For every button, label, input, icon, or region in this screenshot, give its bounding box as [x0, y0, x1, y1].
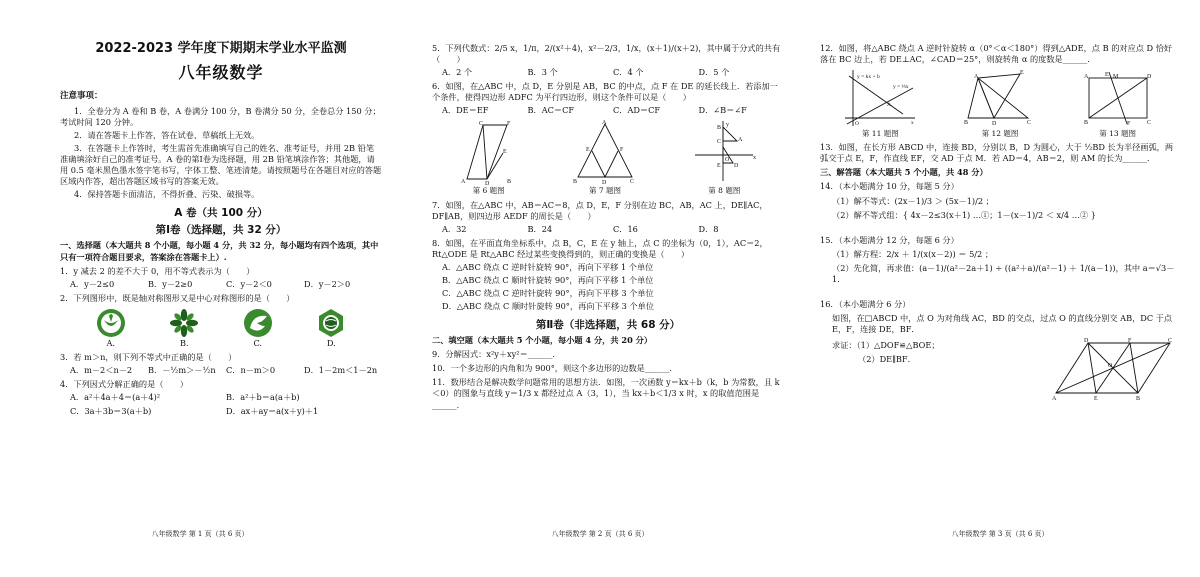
svg-text:x: x [911, 120, 915, 127]
figure-11 [843, 68, 917, 139]
svg-text:O: O [855, 121, 860, 128]
option: D. [326, 337, 336, 348]
question-14-part-1: （1）解不等式：(2x－1)/3 ＞ (5x－1)/2 ； [832, 195, 994, 206]
question-14: 14．（本小题满分 10 分，每题 5 分） [820, 181, 959, 192]
question-7: 7．如图，在△ABC 中，AB＝AC＝8，点 D，E，F 分别在边 BC，AB，AC 上，DE∥AC，DF∥AB，则四边形 AEDF 的周长是（ ） [432, 199, 768, 221]
option: B．24 [527, 223, 553, 234]
page-1 [0, 0, 400, 577]
question-8: 8．如图，在平面直角坐标系中，点 B，C，E 在 y 轴上，点 C 的坐标为（0，1），AC＝2，Rt△ODE 是 Rt△ABC 经过某些变换得到的，则正确的变换是（ ） [432, 237, 768, 259]
question-3-options [60, 365, 382, 376]
svg-text:A: A [1083, 74, 1088, 81]
question-11: 11．数形结合是解决数学问题常用的思想方法．如图，一次函数 y＝kx＋b（k，b 为常数，且 k＜0）的图象与直线 y＝1/3 x 都经过点 A（3，1），当 kx＋b＜1/3 x 时，x 的取值范围是______． [432, 377, 780, 410]
hexagon-globe-logo-icon [316, 308, 346, 338]
exam-title: 2022-2023 学年度下期期末学业水平监测 [95, 41, 347, 56]
svg-text:D: D [484, 181, 489, 186]
question-16-prove-1: 求证：（1）△DOF≌△BOE； [832, 340, 940, 351]
svg-text:A: A [887, 102, 892, 109]
option: A．a²＋4a＋4＝(a＋4)² [70, 392, 161, 403]
svg-text:E: E [717, 163, 721, 170]
triangle-figure [572, 119, 638, 185]
svg-text:y: y [726, 122, 730, 129]
question-12: 12．如图，将△ABC 绕点 A 逆时针旋转 α（0°＜α＜180°）得到△ADE，点 B 的对应点 D 恰好落在 BC 边上，若 DE⊥AC，∠CAD＝25°，则旋转角 α 的度数是______． [820, 43, 1173, 65]
option: D．△ABC 绕点 C 顺时针旋转 90°，再向下平移 3 个单位 [442, 301, 654, 311]
rotation-figure [964, 68, 1036, 128]
figures-11-13 [820, 68, 1176, 139]
page-footer: 八年级数学 第 3 页（共 6 页） [951, 529, 1049, 538]
question-6-options [432, 105, 784, 116]
question-16-text: 如图，在□ABCD 中，点 O 为对角线 AC，BD 的交点，过点 O 的直线分别交 AB，DC 于点 E，F，连接 DE，BF． [832, 312, 1173, 334]
question-14-part-2: （2）解不等式组：{ 4x－2≤3(x＋1) …①；1－(x－1)/2 ＜ x/4 …② } [832, 209, 1096, 220]
question-15-part-1: （1）解方程：2/x ＋ 1/(x(x－2)) ＝ 5/2 ； [832, 248, 994, 259]
question-10: 10．一个多边形的内角和为 900°，则这个多边形的边数是______． [432, 363, 678, 374]
rectangle-figure [1083, 68, 1153, 128]
coordinate-figure [691, 119, 757, 185]
svg-text:B: B [717, 125, 722, 132]
svg-text:D: D [991, 121, 997, 128]
option: A．△ABC 绕点 C 逆时针旋转 90°，再向下平移 1 个单位 [442, 261, 654, 272]
four-leaf-logo-icon [169, 308, 199, 338]
question-4: 4．下列因式分解正确的是（ ） [60, 378, 189, 389]
question-2-options [60, 338, 382, 349]
option: A. [106, 337, 115, 348]
question-15-part-2: （2）先化简，再求值：(a－1)/(a²－2a＋1) ÷ ((a²＋a)/(a²－1) ＋ 1/(a－1))，其中 a＝√3－1． [832, 262, 1175, 284]
option: B．y－2≥0 [148, 278, 193, 289]
question-3: 3．若 m＞n，则下列不等式中正确的是（ ） [60, 351, 237, 362]
question-9: 9．分解因式：x²y＋xy²＝______． [432, 349, 561, 360]
svg-text:C: C [629, 179, 634, 186]
question-5-options [432, 67, 784, 78]
svg-text:x: x [753, 155, 757, 162]
svg-text:B: B [963, 120, 968, 127]
figure-caption: 第 8 题图 [708, 186, 741, 196]
question-2-logos [60, 308, 382, 338]
notice-item: 3．在答题卡上作答时，考生需首先准确填写自己的姓名、准考证号，并用 2B 铅笔准确填涂好自己的准考证号。A 卷的第Ⅰ卷为选择题，用 2B 铅笔填涂作答；其他题，请用 0.5 毫米黑色墨水签字笔书写，字体工整、笔迹清楚。请按照题号在各题目对应的答题区域内作答，超出答题区域书写的答案无效。 [60, 142, 382, 186]
question-15: 15．（本小题满分 12 分，每题 6 分） [820, 234, 959, 245]
notice-item: 2．请在答题卡上作答，答在试卷、草稿纸上无效。 [74, 129, 260, 140]
page-footer: 八年级数学 第 1 页（共 6 页） [151, 529, 249, 538]
svg-text:A: A [973, 74, 979, 81]
option: C．△ABC 绕点 C 逆时针旋转 90°，再向下平移 3 个单位 [442, 287, 654, 298]
svg-text:O: O [1108, 363, 1113, 370]
svg-text:C: C [1168, 338, 1173, 345]
svg-text:A: A [738, 137, 743, 144]
svg-text:y = ⅓x: y = ⅓x [893, 84, 909, 91]
svg-text:C: C [717, 139, 722, 146]
option: C. [253, 337, 263, 348]
option: B．△ABC 绕点 C 顺时针旋转 90°，再向下平移 1 个单位 [442, 274, 654, 285]
question-16-prove-2: （2）DE∥BF． [858, 354, 916, 365]
leaf-swirl-logo-icon [243, 308, 273, 338]
subject-title: 八年级数学 [178, 62, 264, 82]
figure-8 [691, 119, 757, 196]
svg-text:C: C [1026, 120, 1031, 127]
question-4-options [60, 392, 382, 420]
page-3 [800, 0, 1200, 577]
svg-text:F: F [1126, 121, 1130, 128]
page-2 [400, 0, 800, 577]
question-2: 2．下列图形中，既是轴对称图形又是中心对称图形的是（ ） [60, 292, 295, 303]
option: A．DE＝EF [442, 105, 489, 116]
figure-caption: 第 6 题图 [472, 186, 505, 196]
notice-item: 4．保持答题卡面清洁，不得折叠、污染、破损等。 [74, 189, 260, 200]
figure-caption: 第 13 题图 [1099, 129, 1137, 139]
figure-7 [572, 119, 638, 196]
option: B. [179, 337, 189, 348]
option: D．ax＋ay＝a(x＋y)＋1 [226, 406, 319, 417]
question-13: 13．如图，在长方形 ABCD 中，连接 BD，分别以 B，D 为圆心，大于 ½BD 长为半径画弧，两弧交于点 E，F，作直线 EF，交 AD 于点 M．若 AD＝4，AB＝2，则 AM 的长为______． [820, 142, 1174, 164]
question-6: 6．如图，在△ABC 中，点 D，E 分别是 AB，BC 的中点，点 F 在 DE 的延长线上．若添加一个条件，使得四边形 ADFC 为平行四边形，则这个条件可以是（ ） [432, 81, 778, 103]
question-16-proofs [820, 337, 1046, 401]
option: D．y－2＞0 [304, 278, 351, 289]
svg-text:D: D [601, 180, 607, 186]
option: B．－½m＞－½n [148, 364, 216, 375]
figure-caption: 第 12 题图 [981, 129, 1019, 139]
figure-13 [1083, 68, 1153, 139]
svg-text:F: F [619, 147, 624, 154]
question-7-options [432, 224, 784, 235]
svg-text:F: F [506, 121, 510, 128]
svg-text:E: E [1094, 396, 1098, 402]
svg-text:M: M [1112, 74, 1118, 81]
notice-item: 1．全卷分为 A 卷和 B 卷，A 卷满分 100 分，B 卷满分 50 分，全卷总分 150 分；考试时间 120 分钟。 [60, 105, 381, 127]
option: A．y－2≤0 [70, 278, 115, 289]
green-food-logo-icon [96, 308, 126, 338]
fill-section-heading: 二、填空题（本大题共 5 个小题，每小题 4 分，共 20 分） [432, 335, 653, 346]
option: C．n－m＞0 [226, 364, 276, 375]
svg-text:A: A [460, 179, 465, 186]
figure-12 [964, 68, 1036, 139]
page-footer: 八年级数学 第 2 页（共 6 页） [551, 529, 649, 538]
part-1-title: 第Ⅰ卷（选择题，共 32 分） [155, 224, 287, 237]
option: B．a²＋b＝a(a＋b) [226, 392, 300, 403]
svg-text:A: A [601, 120, 607, 127]
notice-heading: 注意事项： [60, 91, 103, 102]
figure-caption: 第 7 题图 [588, 186, 621, 196]
question-16-body [820, 337, 1176, 401]
option: B．3 个 [527, 67, 558, 78]
svg-text:A: A [1052, 396, 1057, 402]
svg-text:D: D [1084, 338, 1089, 345]
option: A．32 [442, 223, 467, 234]
option: D．∠B＝∠F [698, 105, 747, 116]
svg-text:C: C [1146, 120, 1151, 127]
question-1-options [60, 279, 382, 290]
question-16: 16．（本小题满分 6 分） [820, 298, 911, 309]
svg-text:y = kx + b: y = kx + b [857, 74, 881, 81]
volume-a-title: A 卷（共 100 分） [174, 207, 268, 220]
figure-6 [459, 119, 519, 196]
parallelogram-figure [459, 119, 519, 185]
figures-6-8 [432, 119, 784, 196]
question-1: 1．y 减去 2 的差不大于 0，用不等式表示为（ ） [60, 265, 255, 276]
part-2-title: 第Ⅱ卷（非选择题，共 68 分） [535, 319, 681, 332]
svg-text:E: E [1104, 72, 1109, 79]
svg-text:F: F [1128, 338, 1132, 345]
option: D．1－2m＜1－2n [304, 364, 378, 375]
svg-text:B: B [1136, 396, 1141, 402]
option: B．AC＝CF [527, 105, 575, 116]
svg-text:O: O [725, 157, 730, 164]
question-5: 5．下列代数式：2/5 x，1/π，2/(x²＋4)，x²－2/3，1/x，(x＋1)/(x＋2)，其中属于分式的共有（ ） [432, 43, 781, 65]
svg-text:E: E [585, 147, 590, 154]
svg-text:B: B [1083, 120, 1088, 127]
choice-section-heading: 一、选择题（本大题共 8 个小题，每小题 4 分，共 32 分，每小题均有四个选项，其中只有一项符合题目要求，答案涂在答题卡上）. [60, 240, 379, 262]
option: C．4 个 [613, 67, 644, 78]
option: A．m－2＜n－2 [70, 364, 133, 375]
option: C．16 [613, 223, 638, 234]
option: C．AD＝CF [613, 105, 661, 116]
solve-section-heading: 三、解答题（本大题共 5 个小题，共 48 分） [820, 167, 988, 178]
svg-text:B: B [572, 179, 577, 186]
option: D．8 [698, 223, 719, 234]
svg-text:D: D [734, 163, 739, 170]
svg-text:E: E [1019, 70, 1024, 77]
svg-text:C: C [478, 121, 483, 128]
option: C．3a＋3b＝3(a＋b) [70, 406, 152, 417]
option: C．y－2＜0 [226, 278, 272, 289]
svg-text:E: E [502, 149, 507, 156]
option: A．2 个 [442, 67, 473, 78]
option: D．5 个 [698, 67, 730, 78]
parallelogram-abcd-figure [1046, 337, 1176, 401]
figure-caption: 第 11 题图 [861, 129, 899, 139]
svg-text:D: D [1146, 74, 1151, 81]
line-graph-figure [843, 68, 917, 128]
svg-text:B: B [506, 179, 511, 186]
